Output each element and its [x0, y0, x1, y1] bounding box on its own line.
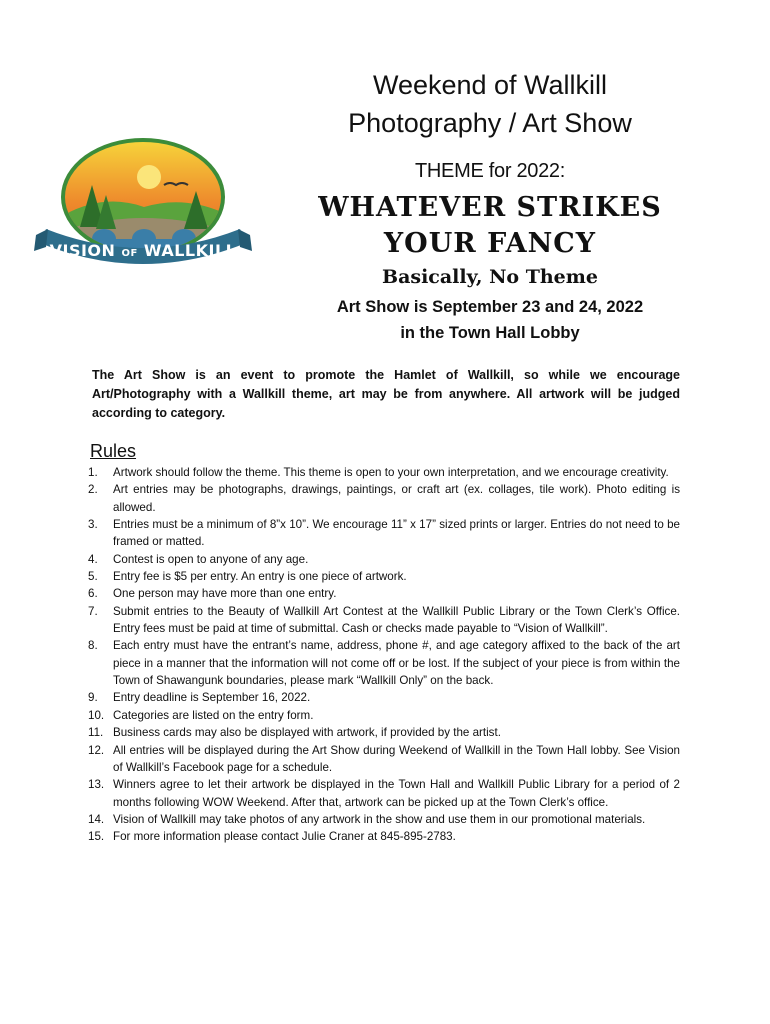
rule-item — [88, 828, 680, 845]
logo-text-vision: VISION — [49, 241, 116, 260]
rule-item — [88, 551, 680, 568]
rules-heading: Rules — [90, 441, 137, 461]
rule-number: 8. — [88, 639, 98, 653]
rule-number: 3. — [88, 518, 98, 532]
show-date-line-1: Art Show is September 23 and 24, 2022 — [336, 298, 644, 316]
rule-text: One person may have more than one entry. — [113, 587, 337, 601]
rule-number: 11. — [88, 726, 104, 740]
rule-text: Each entry must have the entrant’s name, address, phone #, and age category affixed to the back of the art piece in a manner that the information will not come off or be lost. If the subject of your piece is from within the Town of Shawangunk boundaries, please mark “Wallkill Only” on the back. — [113, 639, 680, 688]
rule-number: 9. — [88, 691, 98, 705]
rule-text: For more information please contact Julie Craner at 845-895-2783. — [113, 830, 456, 844]
rule-number: 12. — [88, 743, 105, 757]
rule-text: Winners agree to let their artwork be displayed in the Town Hall and Wallkill Public Library for a period of 2 months following WOW Weekend. After that, artwork can be picked up at the Town Clerk’s office. — [113, 778, 680, 809]
theme-name — [300, 190, 680, 262]
rule-number: 1. — [88, 466, 98, 479]
rule-item — [88, 689, 680, 706]
rule-number: 10. — [88, 708, 105, 722]
logo-text-of: OF — [121, 248, 138, 259]
rule-text: Entries must be a minimum of 8”x 10”. We encourage 11” x 17” sized prints or larger. Entries do not need to be framed or matted. — [113, 518, 680, 549]
vision-of-wallkill-logo — [34, 135, 252, 275]
rule-item — [88, 776, 680, 811]
rule-text: Vision of Wallkill may take photos of any artwork in the show and use them in our promotional materials. — [113, 812, 646, 826]
rule-text: Contest is open to anyone of any age. — [113, 552, 309, 566]
rule-item — [88, 742, 680, 777]
rule-text: Artwork should follow the theme. This theme is open to your own interpretation, and we encourage creativity. — [113, 466, 669, 479]
rule-number: 7. — [88, 604, 98, 618]
rule-text: All entries will be displayed during the Art Show during Weekend of Wallkill in the Town Hall lobby. See Vision of Wallkill’s Facebook page for a schedule. — [113, 743, 680, 774]
show-date-line-2: in the Town Hall Lobby — [400, 324, 580, 342]
theme-name-line-2: YOUR FANCY — [383, 228, 597, 259]
rule-text: Entry deadline is September 16, 2022. — [113, 691, 311, 705]
rule-item — [88, 637, 680, 689]
rule-number: 5. — [88, 570, 98, 584]
theme-label: THEME for 2022: — [414, 160, 565, 182]
rule-text: Submit entries to the Beauty of Wallkill Art Contest at the Wallkill Public Library or the Town Clerk’s Office. Entry fees must be paid at time of submittal. Cash or checks made payable to “Vision of Wallkill”. — [113, 604, 680, 636]
rule-item — [88, 516, 680, 551]
logo-text-wallkill: WALLKILL — [143, 241, 237, 260]
rule-item — [88, 811, 680, 828]
rule-number: 13. — [88, 778, 105, 792]
rule-number: 4. — [88, 552, 98, 566]
theme-subtitle: Basically, No Theme — [382, 266, 598, 288]
rule-number: 6. — [88, 587, 98, 601]
rule-item — [88, 464, 680, 481]
rule-item — [88, 568, 680, 585]
rule-number: 2. — [88, 483, 98, 497]
rule-item — [88, 724, 680, 741]
rule-text: Entry fee is $5 per entry. An entry is one piece of artwork. — [113, 570, 407, 584]
theme-name-line-1: WHATEVER STRIKES — [318, 192, 662, 223]
rule-text: Business cards may also be displayed with artwork, if provided by the artist. — [113, 726, 501, 740]
rules-list — [88, 464, 680, 846]
logo-text — [50, 241, 237, 260]
rule-item — [88, 585, 680, 602]
rule-text: Categories are listed on the entry form. — [113, 708, 314, 722]
rule-item — [88, 603, 680, 638]
rule-number: 15. — [88, 830, 105, 844]
rule-number: 14. — [88, 812, 105, 826]
title-line-1: Weekend of Wallkill — [372, 70, 608, 100]
header — [300, 66, 680, 346]
title-line-2: Photography / Art Show — [348, 108, 632, 138]
show-date — [300, 294, 680, 346]
rule-item — [88, 481, 680, 516]
intro-paragraph: The Art Show is an event to promote the Hamlet of Wallkill, so while we encourage Art/Photography with a Wallkill theme, art may be from anywhere. All artwork will be judged according to category. — [92, 368, 680, 420]
rule-text: Art entries may be photographs, drawings, paintings, or craft art (ex. collages, tile work). Photo editing is allowed. — [113, 483, 680, 514]
rule-item — [88, 707, 680, 724]
